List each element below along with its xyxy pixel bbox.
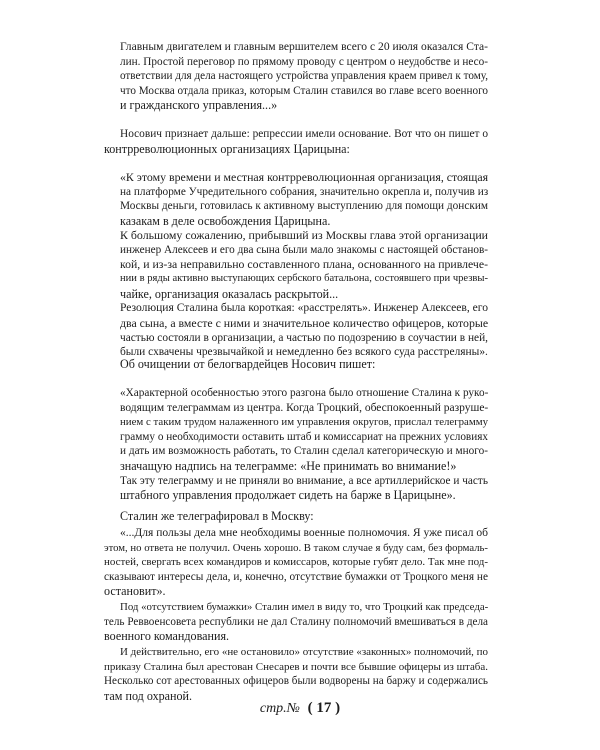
text-line: сказывают интересы дела, и, конечно, отсутствие бумажки от Троцкого меня не: [104, 570, 488, 583]
body-paragraph-2: [104, 357, 488, 372]
text-line: Сталин же телеграфировал в Москву:: [120, 509, 314, 523]
text-line: два сына, а вместе с ними и значительное количество офицеров, которые: [120, 315, 489, 330]
text-line: тель Реввоенсовета республики не дал Сталину полномочий вмешиваться в дела: [104, 615, 488, 628]
text-line: лин. Простой переговор по прямому проводу с центром о неудобстве и несо-: [120, 55, 488, 68]
body-paragraph-4: [104, 526, 488, 599]
text-line: «Характерной особенностью этого разгона было отношение Сталина к руко-: [120, 387, 489, 399]
text-line: приказу Сталина был арестован Снесарев и почти все бывшие офицеры из штаба.: [104, 660, 488, 673]
text-line: чайке, организация оказалась раскрытой...: [120, 286, 339, 301]
text-line: штабного управления продолжает сидеть на барже в Царицыне».: [120, 488, 456, 503]
text-line: военного командования.: [104, 629, 230, 644]
text-line: Главным двигателем и главным вершителем всего с 20 июля оказался Ста-: [120, 40, 488, 53]
text-line: Носович признает дальше: репрессии имели основание. Вот что он пишет о: [120, 128, 488, 140]
text-line: ностей, свергать всех командиров и комиссаров, которые губят дело. Так мне под-: [104, 556, 488, 569]
text-line: Несколько сот арестованных офицеров были водворены на баржу и содержались: [104, 675, 488, 688]
text-line: и дать им возможность работать, то Сталин сделал категорическую и много-: [120, 445, 488, 458]
text-line: И действительно, его «не остановило» отсутствие «законных» полномочий, по: [120, 646, 488, 658]
text-line: Об очищении от белогвардейцев Носович пишет:: [120, 357, 376, 371]
text-line: нием с таким трудом налаженного им управления округов, прислал телеграмму: [120, 416, 488, 429]
text-line: ответствии для дела настоящего устройства управления краем привел к тому,: [120, 70, 489, 83]
text-line: Так эту телеграмму и не приняли во внимание, а все артиллерийское и часть: [120, 474, 488, 487]
body-paragraph-6: [104, 645, 488, 703]
body-paragraph-3: [104, 509, 488, 524]
text-line: этом, но ответа не получил. Очень хорошо. В таком случае я буду сам, без формаль-: [104, 541, 488, 554]
text-line: инженер Алексеев и его два сына были мало знакомы с настоящей обстанов-: [120, 243, 488, 256]
quote-paragraph-1: [120, 40, 488, 113]
quote-paragraph-3: [120, 386, 488, 503]
page-label: стр.№: [259, 701, 300, 716]
text-line: и гражданского управления...»: [120, 98, 278, 113]
text-line: «К этому времени и местная контрреволюционная организация, стоящая: [120, 170, 489, 184]
body-paragraph-5: [104, 600, 488, 644]
text-line: водящим телеграммам из центра. Когда Троцкий, обеспокоенный разруше-: [120, 401, 489, 414]
text-line: нии в ряды активно выступающих сербского батальона, состоявшего при чрезвы-: [120, 273, 489, 285]
text-line: частью состояли в организации, а частью по подозрению в соучастии в ней,: [120, 331, 488, 344]
text-line: кой, и из-за неправильно составленного плана, основанного на привлече-: [120, 257, 488, 271]
text-line: грамму о необходимости оставить штаб и комиссариат на прежних условиях: [120, 430, 488, 443]
text-line: Под «отсутствием бумажки» Сталин имел в виду то, что Троцкий как председа-: [120, 601, 489, 613]
page-number: ( 17 ): [307, 700, 341, 716]
quote-paragraph-2: [120, 170, 488, 360]
text-line: были схвачены чрезвычайкой и немедленно без всякого суда расстреляны».: [120, 346, 488, 359]
text-line: «...Для пользы дела мне необходимы военные полномочия. Я уже писал об: [120, 527, 488, 539]
text-line: Москвы деньги, готовилась к активному выступлению для помощи донским: [120, 200, 488, 213]
text-line: Резолюция Сталина была короткая: «расстрелять». Инженер Алексеев, его: [120, 301, 488, 315]
body-paragraph-1: [104, 127, 488, 156]
text-line: значащую надпись на телеграмме: «Не принимать во внимание!»: [120, 458, 457, 473]
text-line: там под охраной.: [104, 688, 193, 703]
text-line: контрреволюционных организациях Царицына:: [104, 141, 350, 156]
text-line: на платформе Учредительного собрания, значительно окрепла и, получив из: [120, 185, 489, 198]
text-line: К большому сожалению, прибывший из Москвы глава этой организации: [120, 228, 489, 243]
text-line: казакам в деле освобождения Царицына.: [120, 213, 331, 228]
page-footer: [0, 700, 600, 717]
text-line: что Москва отдала приказ, которым Сталин ставился во главе всего военного: [120, 84, 488, 97]
text-line: остановит».: [104, 584, 166, 599]
